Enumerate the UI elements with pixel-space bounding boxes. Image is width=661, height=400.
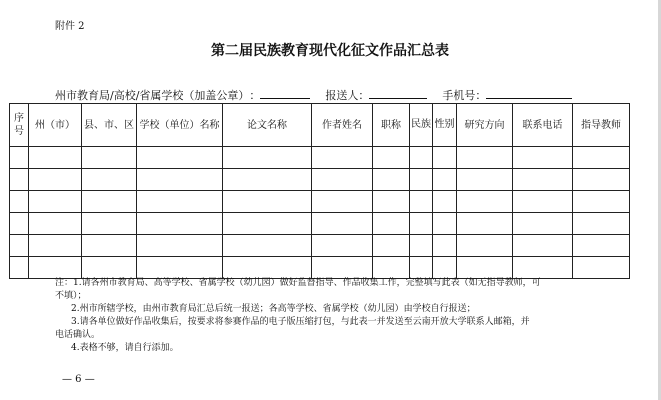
table-cell[interactable] (82, 191, 137, 213)
table-cell[interactable] (312, 169, 373, 191)
table-cell[interactable] (410, 213, 433, 235)
header-research-direction: 研究方向 (457, 104, 513, 147)
table-cell[interactable] (457, 235, 513, 257)
table-cell[interactable] (10, 213, 29, 235)
header-gender: 性别 (433, 104, 457, 147)
table-cell[interactable] (433, 169, 457, 191)
table-cell[interactable] (312, 213, 373, 235)
table-cell[interactable] (10, 235, 29, 257)
table-cell[interactable] (312, 191, 373, 213)
table-cell[interactable] (10, 147, 29, 169)
header-professional-title: 职称 (373, 104, 410, 147)
table-cell[interactable] (312, 235, 373, 257)
table-row (10, 191, 630, 213)
reporter-label: 报送人 (325, 89, 359, 102)
colon: ： (249, 89, 261, 102)
table-row (10, 147, 630, 169)
header-ethnicity: 民族 (410, 104, 433, 147)
note-line-1: 注：1.请各州市教育局、高等学校、省属学校（幼儿园）做好监督指导、作品收集工作，完整填写此表（如无指导教师，可 (55, 278, 541, 288)
table-cell[interactable] (457, 147, 513, 169)
table-cell[interactable] (373, 257, 410, 279)
table-cell[interactable] (573, 235, 630, 257)
table-row (10, 235, 630, 257)
table-cell[interactable] (573, 213, 630, 235)
note-line-1-continued: 不填）； (55, 291, 87, 301)
header-author-name: 作者姓名 (312, 104, 373, 147)
submission-summary-table (9, 103, 630, 279)
table-cell[interactable] (137, 213, 223, 235)
table-cell[interactable] (10, 257, 29, 279)
header-school-name: 学校（单位）名称 (137, 104, 223, 147)
table-row (10, 257, 630, 279)
org-stamp-blank (260, 88, 310, 99)
header-county: 县、市、区 (82, 104, 137, 147)
table-cell[interactable] (513, 169, 573, 191)
table-cell[interactable] (373, 191, 410, 213)
table-cell[interactable] (29, 191, 82, 213)
phone-label: 手机号 (442, 89, 476, 102)
summary-table-wrapper (9, 103, 629, 273)
table-row (10, 169, 630, 191)
note-line-3-continued: 电话确认。 (55, 330, 101, 340)
header-paper-title: 论文名称 (223, 104, 312, 147)
note-line-3: 3.请各单位做好作品收集后，按要求将参赛作品的电子版压缩打包，与此表一并发送至云南开放大学联系人邮箱，并 (71, 317, 530, 327)
page-number: — 6 — (62, 374, 95, 385)
submission-info-line (55, 88, 572, 102)
table-cell[interactable] (223, 147, 312, 169)
reporter-blank (369, 88, 427, 99)
table-cell[interactable] (373, 213, 410, 235)
table-cell[interactable] (29, 235, 82, 257)
table-row (10, 213, 630, 235)
table-cell[interactable] (29, 213, 82, 235)
table-cell[interactable] (457, 257, 513, 279)
colon: ： (358, 89, 370, 102)
table-cell[interactable] (82, 147, 137, 169)
table-header-row (10, 104, 630, 147)
table-cell[interactable] (573, 257, 630, 279)
table-cell[interactable] (29, 169, 82, 191)
table-cell[interactable] (573, 147, 630, 169)
table-cell[interactable] (410, 191, 433, 213)
header-prefecture: 州（市） (29, 104, 82, 147)
table-cell[interactable] (373, 169, 410, 191)
attachment-label: 附件 2 (55, 21, 85, 32)
table-cell[interactable] (433, 257, 457, 279)
table-cell[interactable] (373, 147, 410, 169)
table-cell[interactable] (513, 213, 573, 235)
table-cell[interactable] (513, 257, 573, 279)
table-cell[interactable] (82, 257, 137, 279)
table-cell[interactable] (410, 147, 433, 169)
notes-section (55, 277, 595, 355)
table-cell[interactable] (137, 191, 223, 213)
table-cell[interactable] (312, 147, 373, 169)
table-cell[interactable] (29, 257, 82, 279)
table-cell[interactable] (10, 191, 29, 213)
table-cell[interactable] (29, 147, 82, 169)
table-cell[interactable] (457, 191, 513, 213)
header-phone: 联系电话 (513, 104, 573, 147)
table-cell[interactable] (410, 169, 433, 191)
table-cell[interactable] (223, 235, 312, 257)
org-label: 州市教育局/高校/省属学校（加盖公章） (55, 89, 250, 102)
table-cell[interactable] (223, 169, 312, 191)
header-serial-number: 序号 (10, 104, 29, 147)
table-cell[interactable] (433, 191, 457, 213)
table-cell[interactable] (10, 169, 29, 191)
table-cell[interactable] (433, 213, 457, 235)
header-advisor: 指导教师 (573, 104, 630, 147)
note-line-4: 4.表格不够，请自行添加。 (71, 343, 179, 353)
table-cell[interactable] (137, 147, 223, 169)
table-cell[interactable] (137, 235, 223, 257)
table-cell[interactable] (513, 191, 573, 213)
table-cell[interactable] (410, 235, 433, 257)
table-cell[interactable] (573, 191, 630, 213)
table-cell[interactable] (82, 235, 137, 257)
table-cell[interactable] (137, 257, 223, 279)
table-cell[interactable] (373, 235, 410, 257)
document-title: 第二届民族教育现代化征文作品汇总表 (211, 43, 449, 59)
table-cell[interactable] (223, 257, 312, 279)
table-cell[interactable] (573, 169, 630, 191)
table-cell[interactable] (223, 191, 312, 213)
table-cell[interactable] (457, 169, 513, 191)
note-line-2: 2.州市所辖学校，由州市教育局汇总后统一报送；各高等学校、省属学校（幼儿园）由学校自行报送； (71, 304, 476, 314)
table-cell[interactable] (223, 213, 312, 235)
table-cell[interactable] (513, 235, 573, 257)
phone-blank (486, 88, 572, 99)
table-cell[interactable] (457, 213, 513, 235)
table-cell[interactable] (82, 213, 137, 235)
table-cell[interactable] (513, 147, 573, 169)
table-cell[interactable] (410, 257, 433, 279)
table-cell[interactable] (82, 169, 137, 191)
table-cell[interactable] (433, 235, 457, 257)
colon: ： (475, 89, 487, 102)
table-cell[interactable] (137, 169, 223, 191)
table-cell[interactable] (433, 147, 457, 169)
table-cell[interactable] (312, 257, 373, 279)
